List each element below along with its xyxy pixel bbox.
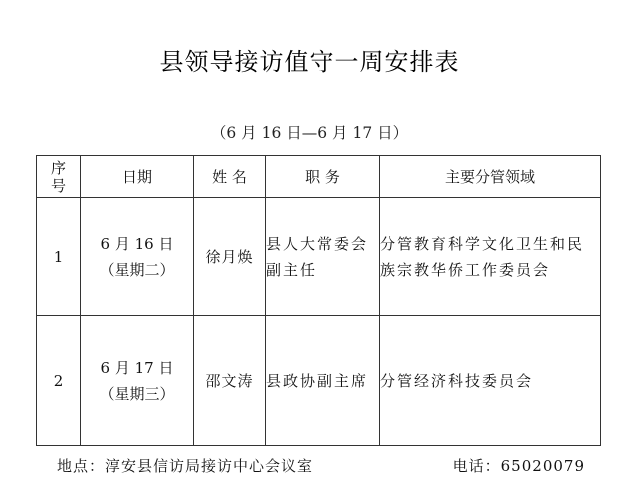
row-name: 邵文涛 <box>194 316 266 446</box>
contact-phone: 电话：65020079 <box>452 457 585 475</box>
header-date: 日期 <box>81 156 194 198</box>
row-field: 分管经济科技委员会 <box>380 316 601 446</box>
table-header-row <box>37 156 601 198</box>
row-date <box>81 198 194 316</box>
table-row <box>37 316 601 446</box>
header-position: 职 务 <box>266 156 380 198</box>
row-seq: 1 <box>37 198 81 316</box>
row-date <box>81 316 194 446</box>
duty-schedule-table <box>36 155 601 446</box>
row-name: 徐月焕 <box>194 198 266 316</box>
header-seq: 序号 <box>37 156 81 198</box>
row-date-day: 6 月 16 日 <box>100 234 174 253</box>
row-date-day: 6 月 17 日 <box>100 358 174 377</box>
page-title: 县领导接访值守一周安排表 <box>159 48 460 76</box>
row-seq: 2 <box>37 316 81 446</box>
row-date-weekday: （星期三） <box>99 384 175 403</box>
header-name: 姓 名 <box>194 156 266 198</box>
meeting-location: 地点：淳安县信访局接访中心会议室 <box>57 457 314 475</box>
header-field: 主要分管领域 <box>380 156 601 198</box>
row-field: 分管教育科学文化卫生和民族宗教华侨工作委员会 <box>380 198 601 316</box>
row-position: 县政协副主席 <box>266 316 380 446</box>
row-date-weekday: （星期二） <box>99 260 175 279</box>
table-row <box>37 198 601 316</box>
date-range-subtitle: （6 月 16 日—6 月 17 日） <box>210 124 409 142</box>
row-position: 县人大常委会副主任 <box>266 198 380 316</box>
